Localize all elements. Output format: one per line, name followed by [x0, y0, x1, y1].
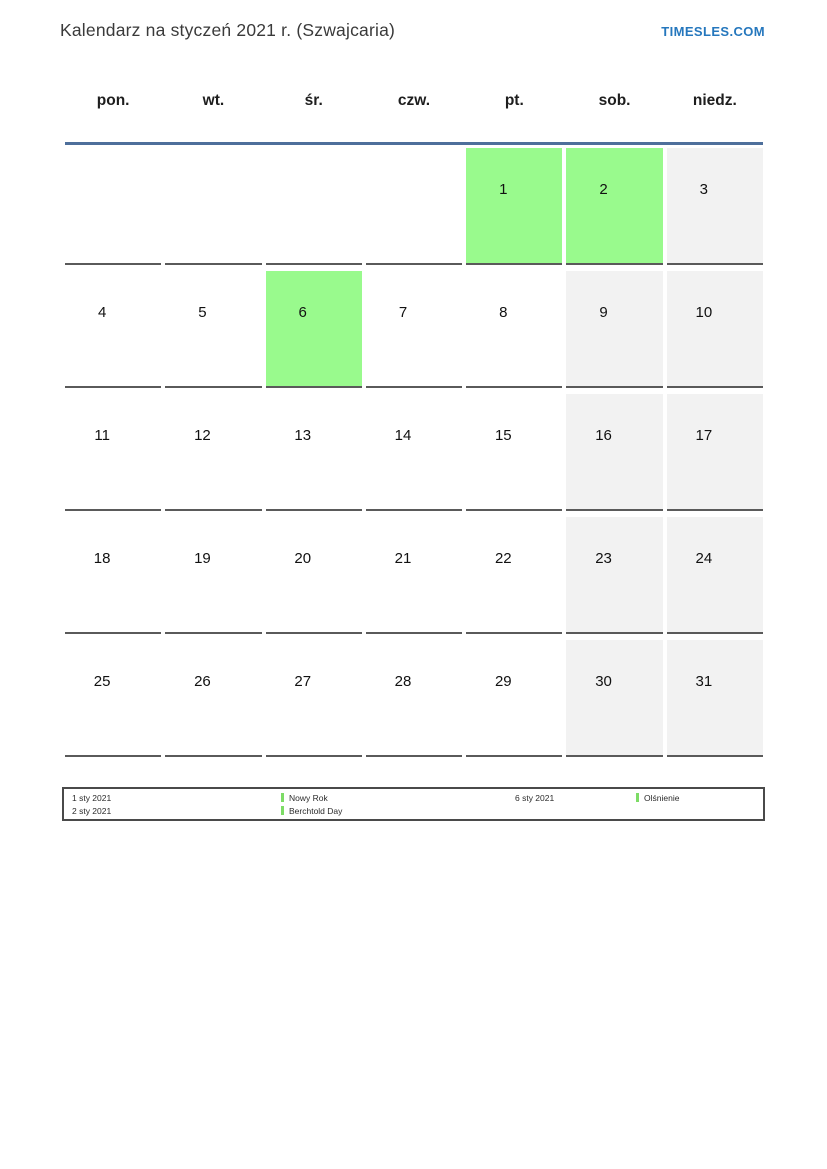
calendar-day-cell-4 [65, 271, 161, 388]
calendar-empty-cell [165, 148, 261, 265]
day-number: 31 [695, 673, 713, 690]
day-number: 2 [599, 181, 608, 198]
day-number: 27 [294, 673, 312, 690]
weekday-header-row [65, 92, 763, 110]
legend-box [62, 787, 765, 821]
day-number: 24 [695, 550, 713, 567]
legend-holiday-name: Berchtold Day [289, 806, 343, 816]
legend-holiday-name: Nowy Rok [289, 793, 328, 803]
weekday-label: pon. [96, 92, 130, 109]
calendar-day-cell-14 [366, 394, 462, 511]
calendar-day-cell-15 [466, 394, 562, 511]
calendar-day-cell-24 [667, 517, 763, 634]
page-title: Kalendarz na styczeń 2021 r. (Szwajcaria) [60, 20, 396, 40]
day-number: 12 [194, 427, 211, 444]
day-number: 29 [494, 673, 512, 690]
calendar-day-cell-8 [466, 271, 562, 388]
calendar-day-cell-31 [667, 640, 763, 757]
day-number: 26 [194, 673, 211, 690]
legend-holiday [281, 805, 342, 818]
calendar-day-cell-2 [566, 148, 662, 265]
weekday-label: sob. [598, 92, 631, 109]
day-number: 18 [93, 550, 111, 567]
calendar-day-cell-16 [566, 394, 662, 511]
day-number: 5 [198, 304, 207, 321]
holiday-marker-icon [281, 806, 284, 815]
day-number: 21 [394, 550, 412, 567]
day-number: 3 [699, 181, 709, 198]
calendar-day-cell-7 [366, 271, 462, 388]
calendar-empty-cell [65, 148, 161, 265]
day-number: 15 [494, 427, 512, 444]
calendar-day-cell-9 [566, 271, 662, 388]
legend-holiday-name: Olśnienie [644, 793, 680, 803]
calendar-day-cell-25 [65, 640, 161, 757]
holiday-marker-icon [636, 793, 639, 802]
day-number: 1 [499, 181, 508, 198]
day-number: 16 [595, 427, 612, 444]
calendar-empty-cell [366, 148, 462, 265]
legend-holiday [281, 792, 342, 805]
day-number: 23 [595, 550, 612, 567]
calendar-day-cell-29 [466, 640, 562, 757]
calendar-day-cell-23 [566, 517, 662, 634]
calendar-day-cell-12 [165, 394, 261, 511]
legend-holiday [636, 792, 679, 805]
calendar-day-cell-17 [667, 394, 763, 511]
calendar-day-cell-22 [466, 517, 562, 634]
calendar-day-cell-26 [165, 640, 261, 757]
calendar-day-cell-5 [165, 271, 261, 388]
legend-names-column [281, 792, 342, 818]
day-number: 9 [599, 304, 608, 321]
holiday-marker-icon [281, 793, 284, 802]
day-number: 6 [298, 304, 307, 321]
calendar-day-cell-30 [566, 640, 662, 757]
weekday-label: śr. [304, 92, 323, 109]
weekday-label: niedz. [692, 92, 737, 109]
day-number: 10 [695, 304, 713, 321]
legend-date: 6 sty 2021 [515, 793, 555, 803]
day-number: 25 [93, 673, 111, 690]
day-number: 11 [94, 427, 110, 444]
calendar-day-cell-19 [165, 517, 261, 634]
day-number: 4 [97, 304, 107, 321]
calendar-day-cell-20 [266, 517, 362, 634]
day-number: 19 [194, 550, 211, 567]
legend-names-column [636, 792, 679, 805]
header-divider-line [65, 142, 763, 145]
calendar-day-cell-11 [65, 394, 161, 511]
calendar-day-cell-1 [466, 148, 562, 265]
weekday-label: czw. [397, 92, 431, 109]
day-number: 17 [695, 427, 713, 444]
weekday-label: pt. [504, 92, 524, 109]
calendar-day-cell-10 [667, 271, 763, 388]
calendar-day-cell-3 [667, 148, 763, 265]
day-number: 20 [294, 550, 312, 567]
day-number: 8 [499, 304, 508, 321]
day-number: 7 [398, 304, 408, 321]
legend-dates-column [515, 792, 554, 805]
calendar-grid [65, 148, 763, 757]
day-number: 28 [394, 673, 412, 690]
legend-date: 2 sty 2021 [72, 806, 112, 816]
legend-date: 1 sty 2021 [72, 793, 112, 803]
day-number: 13 [294, 427, 312, 444]
brand-link[interactable]: TIMESLES.COM [661, 24, 765, 39]
calendar-day-cell-27 [266, 640, 362, 757]
day-number: 22 [494, 550, 512, 567]
calendar-day-cell-18 [65, 517, 161, 634]
calendar-empty-cell [266, 148, 362, 265]
day-number: 14 [394, 427, 412, 444]
day-number: 30 [595, 673, 612, 690]
calendar-day-cell-21 [366, 517, 462, 634]
weekday-label: wt. [202, 92, 225, 109]
calendar-day-cell-13 [266, 394, 362, 511]
legend-dates-column [72, 792, 111, 818]
calendar-day-cell-6 [266, 271, 362, 388]
calendar-day-cell-28 [366, 640, 462, 757]
